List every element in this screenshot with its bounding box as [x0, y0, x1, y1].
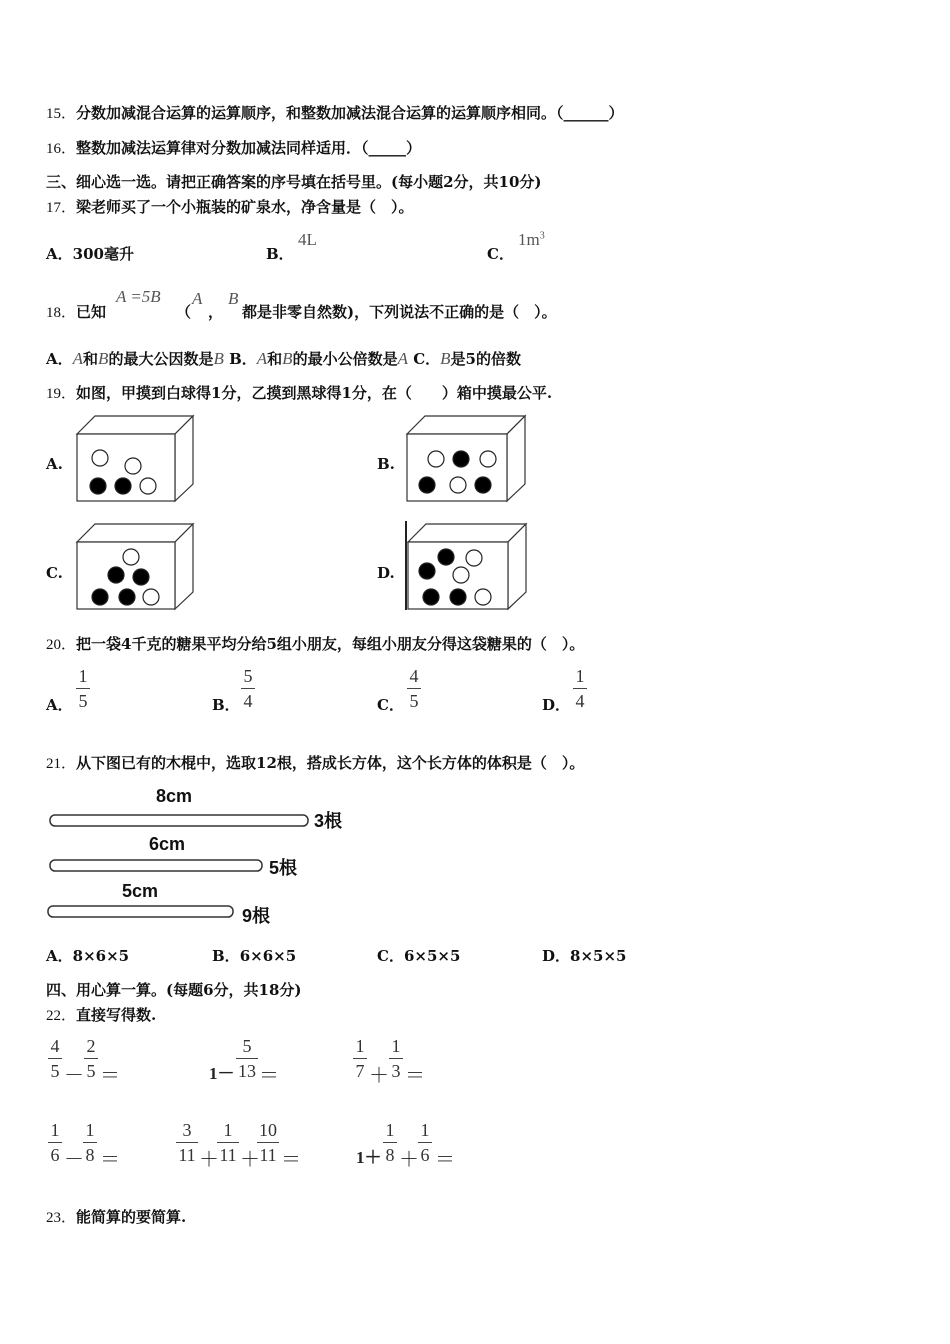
stick-1 — [50, 815, 308, 826]
q18-option-c[interactable]: C．B是5的倍数 — [413, 349, 521, 368]
q19-box-a-figure — [75, 414, 197, 504]
question-19: 19．如图，甲摸到白球得1分，乙摸到黑球得1分，在（ ）箱中摸最公平. — [46, 384, 553, 402]
q20-option-b-fraction: 5 4 — [241, 666, 255, 711]
section-4-heading: 四、用心算一算。(每题6分，共18分) — [46, 981, 302, 999]
question-23: 23．能简算的要简算. — [46, 1208, 187, 1226]
q17-option-b-value: 4L — [298, 230, 317, 249]
q20-option-c-fraction: 4 5 — [407, 666, 421, 711]
q18-option-a[interactable]: A．A和B的最大公因数是B — [46, 349, 224, 368]
q20-option-c[interactable]: C． — [377, 696, 404, 714]
q18-options — [46, 348, 521, 369]
question-16: 16．整数加减法运算律对分数加减法同样适用．（_____） — [46, 139, 422, 157]
question-18: 18．已知 — [46, 303, 107, 321]
q20-option-d-fraction: 1 4 — [573, 666, 587, 711]
stick-3 — [48, 906, 233, 917]
q19-label-a[interactable]: A. — [46, 455, 63, 473]
stick-1-count: 3根 — [314, 811, 343, 831]
q17-option-c-value: $1m^3$ — [518, 230, 545, 249]
q21-sticks-figure — [44, 782, 364, 932]
q20-option-d[interactable]: D． — [542, 696, 571, 714]
stick-3-count: 9根 — [242, 906, 271, 926]
q20-option-b[interactable]: B． — [212, 696, 240, 714]
q17-option-c[interactable]: C． — [487, 245, 514, 263]
q19-box-c-figure — [75, 522, 197, 612]
q21-option-d[interactable]: D．8×5×5 — [542, 947, 627, 965]
stick-1-length: 8cm — [156, 786, 193, 806]
q17-option-b[interactable]: B． — [266, 245, 294, 263]
q17-option-a[interactable]: A．300毫升 — [46, 245, 134, 263]
q19-label-c[interactable]: C. — [46, 564, 63, 582]
q19-box-b-figure — [405, 414, 529, 504]
q21-option-c[interactable]: C．6×5×5 — [377, 947, 461, 965]
stick-3-length: 5cm — [122, 881, 159, 901]
stick-2-count: 5根 — [269, 858, 298, 878]
q21-option-a[interactable]: A．8×6×5 — [46, 947, 130, 965]
q19-label-b[interactable]: B. — [377, 455, 395, 473]
question-22: 22．直接写得数. — [46, 1006, 157, 1024]
q18-equation: A =5B — [116, 287, 161, 306]
q19-box-d-figure — [402, 520, 530, 612]
q20-option-a[interactable]: A． — [46, 696, 73, 714]
q18-option-b[interactable]: B．A和B的最小公倍数是A — [229, 349, 408, 368]
section-3-heading: 三、细心选一选。请把正确答案的序号填在括号里。(每小题2分，共10分) — [46, 173, 542, 191]
stick-2 — [50, 860, 262, 871]
question-15: 15．分数加减混合运算的运算顺序，和整数加减法混合运算的运算顺序相同。（______） — [46, 104, 624, 122]
q21-option-b[interactable]: B．6×6×5 — [212, 947, 297, 965]
q20-option-a-fraction: 1 5 — [76, 666, 90, 711]
stick-2-length: 6cm — [149, 834, 186, 854]
question-17: 17．梁老师买了一个小瓶装的矿泉水，净含量是（ ）。 — [46, 198, 414, 216]
q19-label-d[interactable]: D. — [377, 564, 395, 582]
question-20: 20．把一袋4千克的糖果平均分给5组小朋友，每组小朋友分得这袋糖果的（ ）。 — [46, 635, 585, 653]
question-21: 21．从下图已有的木棍中，选取12根，搭成长方体，这个长方体的体积是（ ）。 — [46, 754, 585, 772]
